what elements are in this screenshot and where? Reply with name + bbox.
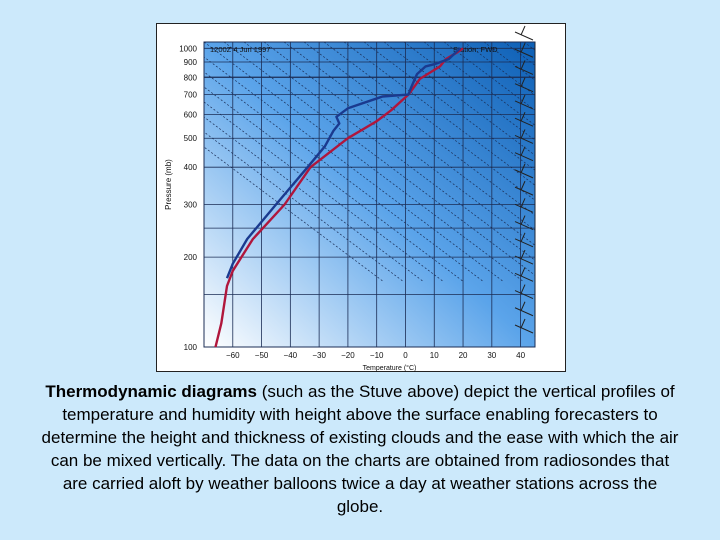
y-tick-label: 200 [183, 253, 197, 263]
y-tick-label: 900 [183, 57, 197, 67]
caption-text: (such as the Stuve above) depict the vertical profiles of temperature and humidity with height above the surface enabling forecasters to determine the height and thickness of existing clouds and the ease with which the air can be mixed vertically. The data on the charts are obtained from radiosondes that are carried aloft by weather balloons twice a day at weather stations across the globe. [41, 382, 679, 516]
y-tick-label: 1000 [179, 44, 197, 54]
adiabat-line [564, 42, 567, 282]
wind-barb-flag [521, 26, 525, 35]
adiabat-line [544, 42, 567, 282]
caption [40, 380, 680, 518]
y-tick-label: 400 [183, 163, 197, 173]
x-tick-label: 40 [516, 351, 526, 360]
header-datetime: 1200Z 4 Jun 1997 [210, 45, 271, 54]
x-tick-label: −60 [225, 351, 240, 360]
x-tick-label: −30 [312, 351, 326, 360]
y-tick-label: 600 [183, 110, 197, 120]
y-tick-label: 800 [183, 73, 197, 83]
wind-barb [515, 32, 533, 40]
y-axis-label: Pressure (mb) [164, 159, 173, 210]
stuve-chart [157, 24, 567, 373]
caption-bold: Thermodynamic diagrams [45, 382, 257, 401]
x-tick-label: −20 [341, 351, 355, 360]
x-tick-label: −40 [283, 351, 298, 360]
stuve-diagram [156, 23, 566, 372]
x-axis-label: Temperature (°C) [362, 365, 417, 372]
x-tick-label: 30 [487, 351, 497, 360]
y-tick-label: 300 [183, 200, 197, 210]
y-tick-label: 100 [183, 343, 197, 352]
x-tick-label: −10 [369, 351, 384, 360]
y-tick-label: 500 [183, 134, 197, 144]
x-tick-label: 10 [429, 351, 439, 360]
x-tick-label: 20 [458, 351, 468, 360]
x-tick-label: 0 [403, 351, 408, 360]
x-tick-label: −50 [254, 351, 269, 360]
y-tick-label: 700 [183, 90, 197, 100]
header-station: Station: FWD [453, 45, 498, 54]
